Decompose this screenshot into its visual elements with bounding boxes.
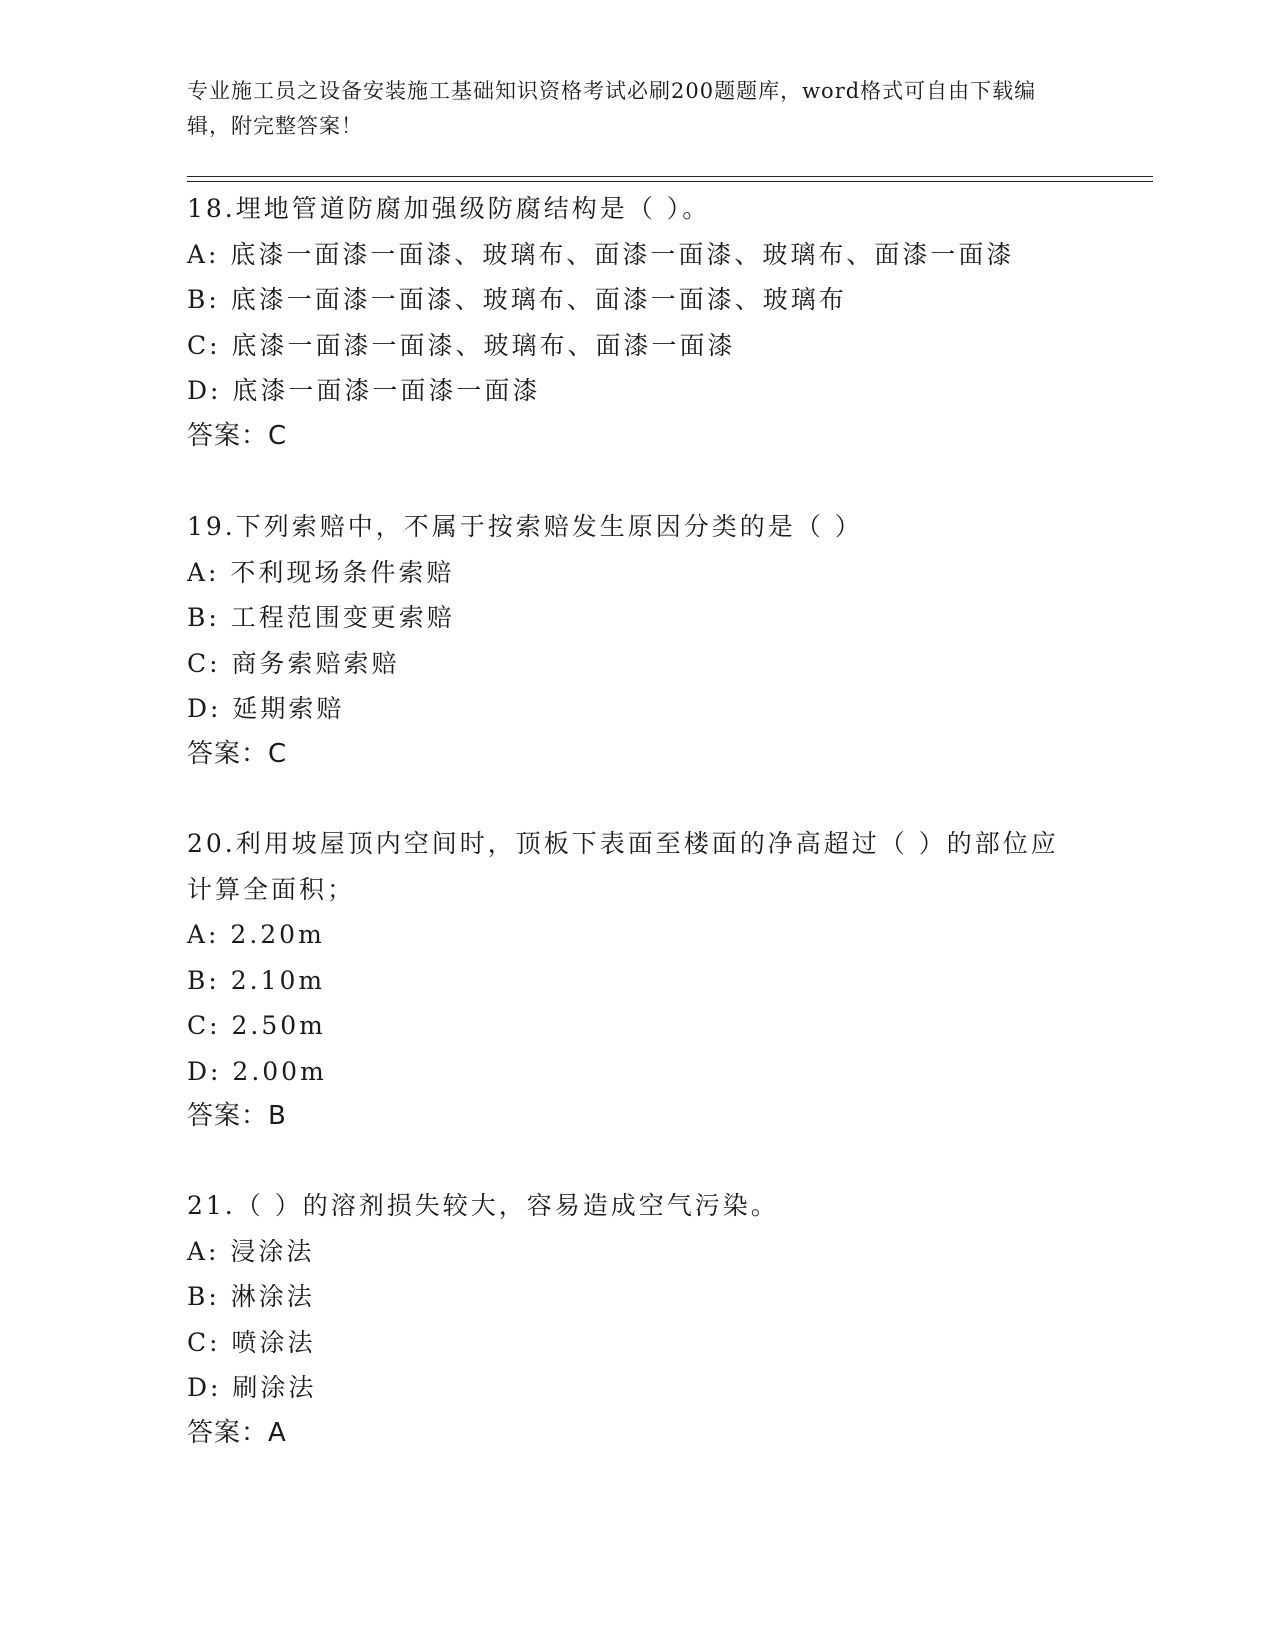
answer-label: 答案：B	[187, 1101, 287, 1131]
option-d: D: 底漆一面漆一面漆一面漆	[187, 376, 541, 405]
header-text: 专业施工员之设备安装施工基础知识资格考试必刷200题题库，word格式可自由下载编辑，附完整答案！	[187, 79, 1037, 138]
header-divider-bottom	[187, 181, 1153, 182]
option-d: D: 刷涂法	[187, 1373, 317, 1402]
question-20	[187, 821, 1087, 1140]
question-stem: 18.埋地管道防腐加强级防腐结构是（ ）。	[187, 194, 711, 223]
option-b: B: 2.10m	[187, 965, 326, 995]
option-b: B: 工程范围变更索赔	[187, 603, 455, 632]
option-a: A: 不利现场条件索赔	[187, 557, 455, 587]
option-c: C: 商务索赔索赔	[187, 648, 400, 678]
option-c: C: 底漆一面漆一面漆、玻璃布、面漆一面漆	[187, 330, 736, 360]
question-21	[187, 1183, 1087, 1456]
option-b: B: 淋涂法	[187, 1282, 315, 1311]
answer-label: 答案：C	[187, 738, 288, 769]
option-b: B: 底漆一面漆一面漆、玻璃布、面漆一面漆、玻璃布	[187, 285, 847, 314]
answer-label: 答案：C	[187, 420, 288, 451]
question-stem: 20.利用坡屋顶内空间时，顶板下表面至楼面的净高超过（ ）的部位应计算全面积；	[187, 829, 1059, 904]
option-a: A: 浸涂法	[187, 1236, 315, 1266]
option-a: A: 底漆一面漆一面漆、玻璃布、面漆一面漆、玻璃布、面漆一面漆	[187, 239, 1015, 269]
question-stem: 21.（ ）的溶剂损失较大，容易造成空气污染。	[187, 1191, 779, 1220]
document-header	[187, 74, 1067, 144]
option-d: D: 2.00m	[187, 1056, 327, 1086]
header-divider-top	[187, 176, 1153, 177]
option-c: C: 2.50m	[187, 1011, 326, 1040]
question-19	[187, 504, 1087, 777]
option-d: D: 延期索赔	[187, 694, 345, 723]
option-c: C: 喷涂法	[187, 1327, 316, 1357]
question-18	[187, 186, 1087, 459]
answer-label: 答案：A	[187, 1417, 287, 1448]
question-stem: 19.下列索赔中，不属于按索赔发生原因分类的是（ ）	[187, 512, 863, 541]
option-a: A: 2.20m	[187, 920, 325, 949]
